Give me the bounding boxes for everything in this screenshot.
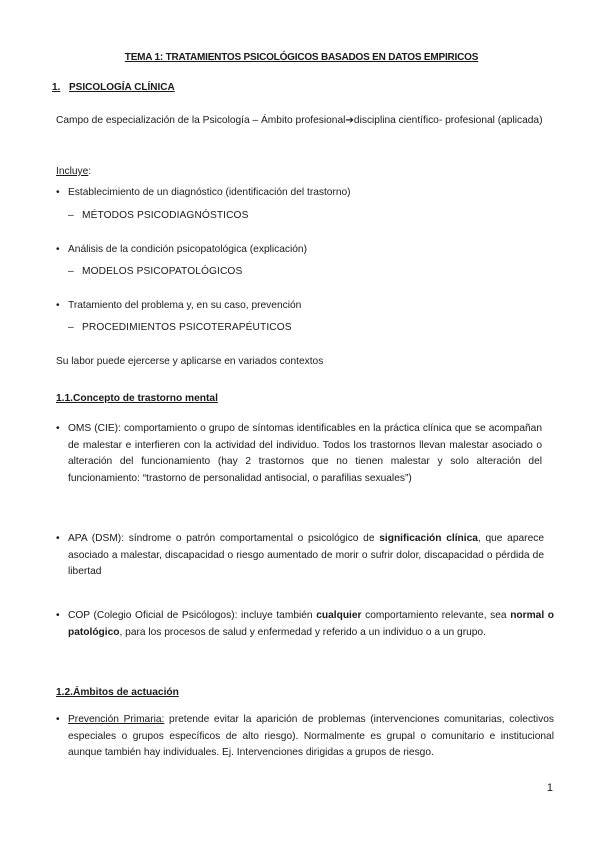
incluye-subitem-text: MODELOS PSICOPATOLÓGICOS	[82, 266, 243, 277]
definition-apa-text	[68, 531, 544, 581]
dash-icon: –	[68, 210, 74, 221]
prevencion-primaria-label: Prevención Primaria:	[68, 714, 165, 725]
incluye-subitem	[68, 264, 242, 281]
incluye-subitem-text: PROCEDIMIENTOS PSICOTERAPÉUTICOS	[82, 322, 292, 333]
bullet-icon: •	[56, 187, 60, 198]
incluye-item	[56, 185, 556, 202]
document-title: TEMA 1: TRATAMIENTOS PSICOLÓGICOS BASADOS EN DATOS EMPIRICOS	[124, 52, 479, 63]
incluye-item	[56, 298, 556, 315]
incluye-subitem	[68, 208, 248, 225]
incluye-item-text: Análisis de la condición psicopatológica (explicación)	[68, 244, 307, 255]
definition-oms	[56, 421, 556, 487]
prevencion-primaria	[56, 712, 556, 762]
incluye-subitem	[68, 320, 292, 337]
prevencion-primaria-text	[68, 712, 554, 762]
definition-cop-text	[68, 608, 554, 641]
bullet-icon: •	[56, 423, 60, 434]
section-1-number: 1.	[52, 82, 61, 93]
dash-icon: –	[68, 266, 74, 277]
section-1-2-heading: 1.2.Ámbitos de actuación	[56, 687, 179, 698]
definition-apa	[56, 531, 556, 581]
cop-text-post: , para los procesos de salud y enfermedad y referido a un individuo o a un grupo.	[119, 626, 486, 638]
section-1-1-heading: 1.1.Concepto de trastorno mental	[56, 393, 218, 404]
apa-text-post: , que aparece asociado a malestar, discapacidad o riesgo aumentado de morir o sufrir dolor, discapacidad o pérdida de libertad	[68, 533, 544, 578]
intro-paragraph: Campo de especialización de la Psicología – Ámbito profesional➔disciplina científico- profesional (aplicada)	[56, 115, 543, 126]
definition-oms-text: OMS (CIE): comportamiento o grupo de síntomas identificables en la práctica clínica que se acompañan de malestar e interfieren con la actividad del individuo. Todos los trastornos llevan malestar asociado o alteración del funcionamiento (hay 2 trastornos que no tienen malestar y solo alteración del funcionamiento: “trastorno de personalidad antisocial, o parafilias sexuales”)	[68, 423, 542, 484]
bullet-icon: •	[56, 300, 60, 311]
incluye-item	[56, 242, 556, 259]
apa-text-pre: APA (DSM): síndrome o patrón comportamental o psicológico de	[68, 533, 380, 544]
prevencion-primaria-body: pretende evitar la aparición de problemas (intervenciones comunitarias, colectivos especiales o grupos específicos de alto riesgo). Normalmente es grupal o comunitario e institucional aunque también hay individuales. Ej. Intervenciones dirigidas a grupos de riesgo.	[68, 714, 554, 759]
apa-text-bold: significación clínica	[379, 533, 478, 544]
incluye-label: Incluye	[56, 166, 89, 177]
incluye-item-text: Tratamiento del problema y, en su caso, prevención	[68, 300, 302, 311]
bullet-icon: •	[56, 533, 60, 544]
dash-icon: –	[68, 322, 74, 333]
incluye-heading	[56, 164, 556, 181]
section-1-heading	[52, 80, 175, 96]
cop-text-pre: COP (Colegio Oficial de Psicólogos): incluye también	[68, 610, 317, 621]
labor-paragraph: Su labor puede ejercerse y aplicarse en variados contextos	[56, 356, 324, 367]
definition-cop	[56, 608, 556, 641]
bullet-icon: •	[56, 610, 60, 621]
bullet-icon: •	[56, 714, 60, 725]
section-1-title: PSICOLOGÍA CLÍNICA	[69, 82, 175, 93]
bullet-icon: •	[56, 244, 60, 255]
cop-text-bold-1: cualquier	[316, 610, 362, 621]
incluye-colon: :	[88, 166, 92, 177]
cop-text-bold-2: normal o patológico	[68, 610, 554, 638]
page-number: 1	[546, 782, 553, 794]
incluye-item-text: Establecimiento de un diagnóstico (identificación del trastorno)	[68, 187, 351, 198]
cop-text-mid: comportamiento relevante, sea	[361, 610, 511, 621]
incluye-subitem-text: MÉTODOS PSICODIAGNÓSTICOS	[82, 210, 249, 221]
